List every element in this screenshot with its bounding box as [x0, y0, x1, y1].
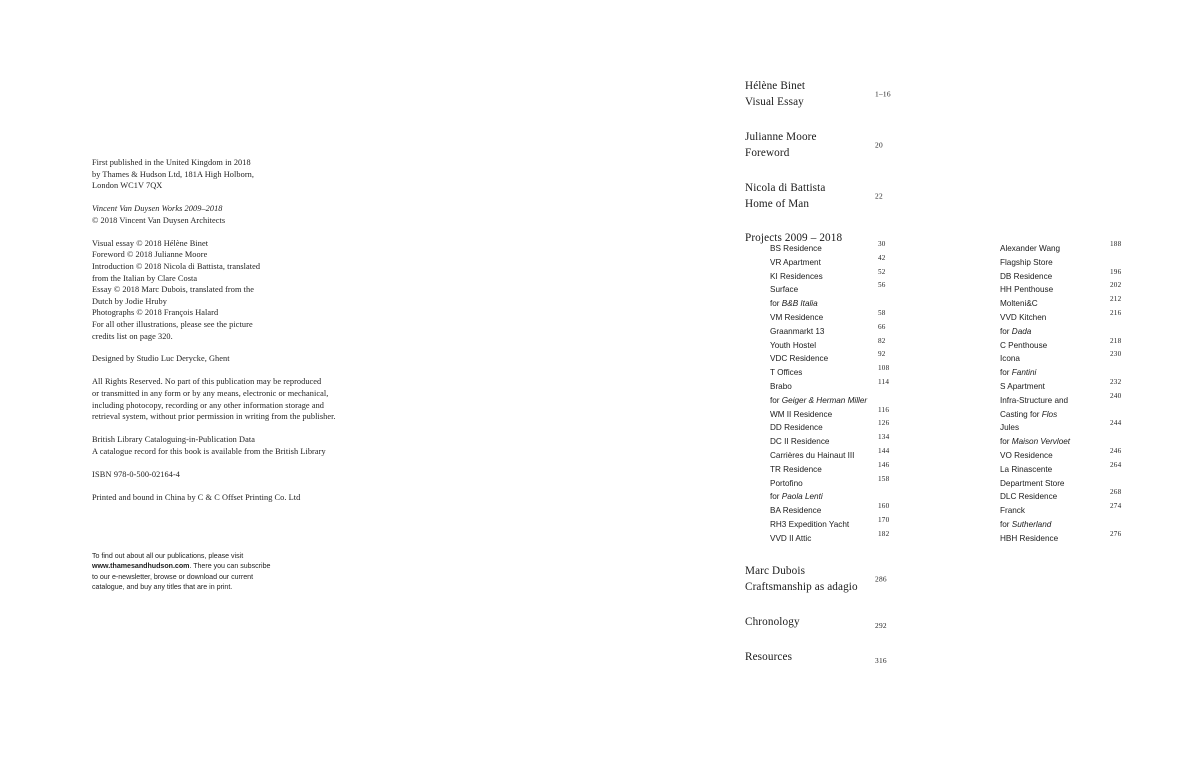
- project-name: Alexander Wang: [1000, 244, 1061, 253]
- project-name: for Fantini: [1000, 368, 1037, 378]
- project-page-number: 108: [878, 364, 890, 373]
- project-row[interactable]: [1000, 279, 1160, 293]
- project-name: VVD II Attic: [770, 533, 812, 543]
- project-page-number: 170: [878, 515, 890, 524]
- project-page-number: 218: [1110, 336, 1122, 345]
- toc-entry-author: Chronology: [745, 615, 800, 628]
- imprint-line: A catalogue record for this book is available from the British Library: [92, 446, 326, 456]
- imprint-paragraph: [92, 492, 392, 504]
- project-name: for Geiger & Herman Miller: [770, 395, 868, 405]
- imprint-line: from the Italian by Clare Costa: [92, 273, 198, 283]
- isbn-label: ISBN: [92, 469, 112, 479]
- recto-page-contents: [600, 0, 1200, 768]
- project-row[interactable]: [1000, 321, 1160, 335]
- project-name: Franck: [1000, 506, 1025, 516]
- project-row[interactable]: [770, 473, 930, 487]
- project-page-number: 244: [1110, 419, 1122, 428]
- project-row[interactable]: [1000, 307, 1160, 321]
- toc-entry-title: Foreword: [745, 147, 790, 160]
- project-page-number: 144: [878, 446, 890, 455]
- toc-entry-page-number: 20: [875, 140, 883, 150]
- project-row[interactable]: [1000, 266, 1160, 280]
- toc-entry-page-number: 286: [875, 574, 887, 584]
- imprint-paragraph: [92, 434, 392, 457]
- imprint-line: London WC1V 7QX: [92, 181, 163, 191]
- project-row[interactable]: [1000, 293, 1160, 307]
- imprint-line: First published in the United Kingdom in 2018: [92, 158, 251, 167]
- toc-entry-author: Hélène Binet: [745, 80, 806, 92]
- project-name: Surface: [770, 285, 799, 295]
- project-name: DD Residence: [770, 423, 823, 433]
- imprint-line: by Thames & Hudson Ltd, 181A High Holborn,: [92, 169, 255, 179]
- project-row[interactable]: [770, 417, 930, 431]
- project-page-number: 66: [878, 322, 886, 331]
- project-name: T Offices: [770, 368, 803, 378]
- project-row[interactable]: [770, 335, 930, 349]
- project-name: for B&B Italia: [770, 299, 818, 309]
- project-page-number: 126: [878, 419, 890, 428]
- project-name: Portofino: [770, 478, 803, 488]
- project-page-number: 52: [878, 267, 886, 276]
- project-row[interactable]: [770, 348, 930, 362]
- project-page-number: 182: [878, 529, 890, 538]
- project-name: Department Store: [1000, 478, 1065, 488]
- toc-entry-author: Marc Dubois: [745, 565, 806, 577]
- project-name: for Dada: [1000, 326, 1032, 336]
- toc-entry[interactable]: [745, 614, 1165, 631]
- project-name: C Penthouse: [1000, 340, 1048, 350]
- project-name: DB Residence: [1000, 271, 1053, 281]
- toc-entry-title: Craftsmanship as adagio: [745, 581, 858, 594]
- project-brand: Flos: [1041, 409, 1058, 419]
- project-row[interactable]: [770, 293, 930, 307]
- project-name: VO Residence: [1000, 450, 1053, 460]
- imprint-paragraph: [92, 203, 392, 226]
- project-page-number: 202: [1110, 281, 1122, 290]
- project-row[interactable]: [1000, 362, 1160, 376]
- toc-entry-title: Home of Man: [745, 198, 810, 211]
- imprint-line: Designed by Studio Luc Derycke, Ghent: [92, 354, 230, 364]
- project-page-number: 268: [1110, 488, 1122, 497]
- project-name: KI Residences: [770, 271, 823, 281]
- toc-entry[interactable]: [745, 180, 1165, 213]
- project-name: Jules: [1000, 423, 1020, 433]
- project-name: WM II Residence: [770, 409, 833, 419]
- project-page-number: 114: [878, 377, 890, 386]
- project-page-number: 82: [878, 336, 886, 345]
- project-page-number: 42: [878, 253, 886, 262]
- toc-entry-author: Resources: [745, 650, 793, 663]
- project-page-number: 232: [1110, 377, 1122, 386]
- project-row[interactable]: [1000, 390, 1160, 404]
- imprint-paragraph: [92, 469, 392, 481]
- toc-entry-author: Julianne Moore: [745, 130, 817, 143]
- project-row[interactable]: [770, 238, 930, 252]
- project-name: RH3 Expedition Yacht: [770, 519, 850, 529]
- project-page-number: 246: [1110, 446, 1122, 455]
- project-name: La Rinascente: [1000, 464, 1053, 474]
- imprint-line: Photographs © 2018 François Halard: [92, 308, 219, 318]
- project-page-number: 56: [878, 281, 886, 290]
- project-page-number: 146: [878, 460, 890, 469]
- project-name: Infra-Structure and: [1000, 395, 1069, 405]
- toc-entry-labels: [745, 563, 1165, 596]
- project-row[interactable]: [1000, 238, 1160, 252]
- project-name: BS Residence: [770, 244, 822, 253]
- project-row[interactable]: [1000, 252, 1160, 266]
- imprint-paragraph: [92, 353, 392, 365]
- project-row[interactable]: [770, 266, 930, 280]
- project-page-number: 160: [878, 502, 890, 511]
- projects-section-heading: Projects 2009 – 2018: [745, 232, 843, 245]
- project-page-number: 58: [878, 308, 886, 317]
- project-row[interactable]: [1000, 335, 1160, 349]
- project-row[interactable]: [770, 459, 930, 473]
- project-row[interactable]: [770, 404, 930, 418]
- publisher-promo-block: [92, 551, 372, 593]
- table-of-contents-back: [745, 563, 1165, 684]
- project-name: for Paola Lenti: [770, 492, 823, 502]
- imprint-line: or transmitted in any form or by any means, electronic or mechanical,: [92, 389, 329, 399]
- project-row[interactable]: [770, 279, 930, 293]
- project-name: Carrières du Hainaut III: [770, 450, 855, 460]
- project-name: Graanmarkt 13: [770, 326, 825, 336]
- toc-entry-labels: [745, 614, 1165, 630]
- project-row[interactable]: [1000, 500, 1160, 514]
- toc-entry-title: Visual Essay: [745, 96, 804, 109]
- project-brand: Sutherland: [1011, 519, 1052, 529]
- toc-entry-page-number: 292: [875, 620, 887, 630]
- project-page-number: 230: [1110, 350, 1122, 359]
- project-name: for Maison Vervloet: [1000, 437, 1071, 447]
- project-name: VVD Kitchen: [1000, 312, 1047, 322]
- project-page-number: 116: [878, 405, 890, 414]
- project-brand: Fantini: [1011, 368, 1037, 378]
- project-row[interactable]: [1000, 417, 1160, 431]
- project-row[interactable]: [770, 431, 930, 445]
- project-name: Flagship Store: [1000, 257, 1053, 267]
- project-brand: Paola Lenti: [781, 492, 823, 502]
- project-page-number: 188: [1110, 240, 1122, 248]
- project-brand: Maison Vervloet: [1011, 437, 1071, 447]
- project-row[interactable]: [1000, 528, 1160, 542]
- promo-line-4: catalogue, and buy any titles that are in print.: [92, 583, 233, 592]
- imprint-line: All Rights Reserved. No part of this publication may be reproduced: [92, 377, 322, 387]
- project-brand: Geiger & Herman Miller: [781, 395, 868, 405]
- project-name: VR Apartment: [770, 257, 821, 267]
- project-page-number: 240: [1110, 391, 1122, 400]
- project-page-number: 212: [1110, 295, 1122, 304]
- imprint-line: © 2018 Vincent Van Duysen Architects: [92, 215, 226, 225]
- project-row[interactable]: [770, 500, 930, 514]
- project-row[interactable]: [1000, 376, 1160, 390]
- project-name: DLC Residence: [1000, 492, 1058, 502]
- project-row[interactable]: [770, 376, 930, 390]
- project-page-number: 264: [1110, 460, 1122, 469]
- project-brand: Dada: [1011, 326, 1032, 336]
- project-page-number: 276: [1110, 529, 1122, 538]
- project-name: HH Penthouse: [1000, 285, 1054, 295]
- toc-entry[interactable]: [745, 563, 1165, 596]
- imprint-line: retrieval system, without prior permission in writing from the publisher.: [92, 412, 336, 422]
- promo-line-3: to our e-newsletter, browse or download our current: [92, 572, 254, 581]
- project-row[interactable]: [770, 321, 930, 335]
- toc-entry-labels: [745, 180, 1165, 213]
- imprint-paragraph: [92, 376, 392, 422]
- project-name: BA Residence: [770, 506, 822, 516]
- table-of-contents-front: [745, 78, 1165, 258]
- imprint-line: Essay © 2018 Marc Dubois, translated from the: [92, 285, 254, 295]
- promo-line-2-rest: . There you can subscribe: [189, 562, 271, 571]
- project-name: VM Residence: [770, 312, 824, 322]
- project-row[interactable]: [1000, 459, 1160, 473]
- project-page-number: 134: [878, 433, 890, 442]
- project-brand: B&B Italia: [781, 299, 818, 309]
- project-row[interactable]: [1000, 473, 1160, 487]
- imprint-line: Visual essay © 2018 Hélène Binet: [92, 238, 209, 248]
- project-page-number: 158: [878, 474, 890, 483]
- project-row[interactable]: [1000, 404, 1160, 418]
- toc-entry-author: Nicola di Battista: [745, 181, 826, 194]
- project-name: Youth Hostel: [770, 340, 817, 350]
- promo-line-2: [92, 561, 372, 571]
- imprint-line: ISBN 978-0-500-02164-4: [92, 469, 181, 479]
- project-page-number: 30: [878, 240, 886, 248]
- imprint-line: credits list on page 320.: [92, 331, 173, 341]
- project-page-number: 196: [1110, 267, 1122, 276]
- project-row[interactable]: [770, 445, 930, 459]
- project-page-number: 92: [878, 350, 886, 359]
- project-name: VDC Residence: [770, 354, 829, 364]
- promo-line-1: To find out about all our publications, please visit: [92, 552, 244, 560]
- project-row[interactable]: [1000, 431, 1160, 445]
- toc-entry-labels: [745, 649, 1165, 665]
- imprint-paragraph: [92, 157, 392, 192]
- project-page-number: 274: [1110, 502, 1122, 511]
- project-row[interactable]: [770, 307, 930, 321]
- publisher-website[interactable]: www.thamesandhudson.com: [92, 562, 190, 571]
- project-row[interactable]: [770, 486, 930, 500]
- project-name: S Apartment: [1000, 381, 1045, 391]
- toc-entry[interactable]: [745, 78, 1165, 111]
- project-name: for Sutherland: [1000, 519, 1052, 529]
- imprint-line: Introduction © 2018 Nicola di Battista, translated: [92, 261, 261, 271]
- imprint-text-block: [92, 157, 392, 515]
- toc-entry-labels: [745, 78, 1165, 111]
- imprint-paragraph: [92, 238, 392, 342]
- project-name: Brabo: [770, 381, 792, 391]
- project-row[interactable]: [770, 528, 930, 542]
- toc-entry-page-number: 22: [875, 191, 883, 201]
- project-name: Molteni&C: [1000, 299, 1038, 309]
- imprint-line: Vincent Van Duysen Works 2009–2018: [92, 204, 223, 214]
- toc-entry-page-number: 1–16: [875, 89, 891, 99]
- project-row[interactable]: [1000, 514, 1160, 528]
- project-row[interactable]: [770, 362, 930, 376]
- project-name: Casting for Flos: [1000, 409, 1058, 419]
- project-name: DC II Residence: [770, 437, 830, 447]
- project-row[interactable]: [1000, 486, 1160, 500]
- project-row[interactable]: [770, 252, 930, 266]
- toc-entry-page-number: 316: [875, 655, 887, 665]
- project-page-number: 216: [1110, 308, 1122, 317]
- imprint-line: British Library Cataloguing-in-Publication Data: [92, 435, 255, 445]
- project-row[interactable]: [1000, 445, 1160, 459]
- toc-entry[interactable]: [745, 129, 1165, 162]
- project-row[interactable]: [770, 390, 930, 404]
- imprint-line: Printed and bound in China by C & C Offset Printing Co. Ltd: [92, 492, 301, 502]
- imprint-line: Foreword © 2018 Julianne Moore: [92, 250, 208, 260]
- project-name: TR Residence: [770, 464, 822, 474]
- project-row[interactable]: [1000, 348, 1160, 362]
- toc-entry[interactable]: [745, 649, 1165, 666]
- projects-column-2: [1000, 238, 1160, 542]
- project-name: Icona: [1000, 354, 1020, 364]
- project-row[interactable]: [770, 514, 930, 528]
- projects-list: [770, 238, 1170, 542]
- imprint-line: For all other illustrations, please see the picture: [92, 319, 253, 329]
- project-name: HBH Residence: [1000, 533, 1059, 543]
- projects-column-1: [770, 238, 930, 542]
- imprint-line: including photocopy, recording or any other information storage and: [92, 400, 325, 410]
- toc-entry-labels: [745, 129, 1165, 162]
- imprint-line: Dutch by Jodie Hruby: [92, 296, 167, 306]
